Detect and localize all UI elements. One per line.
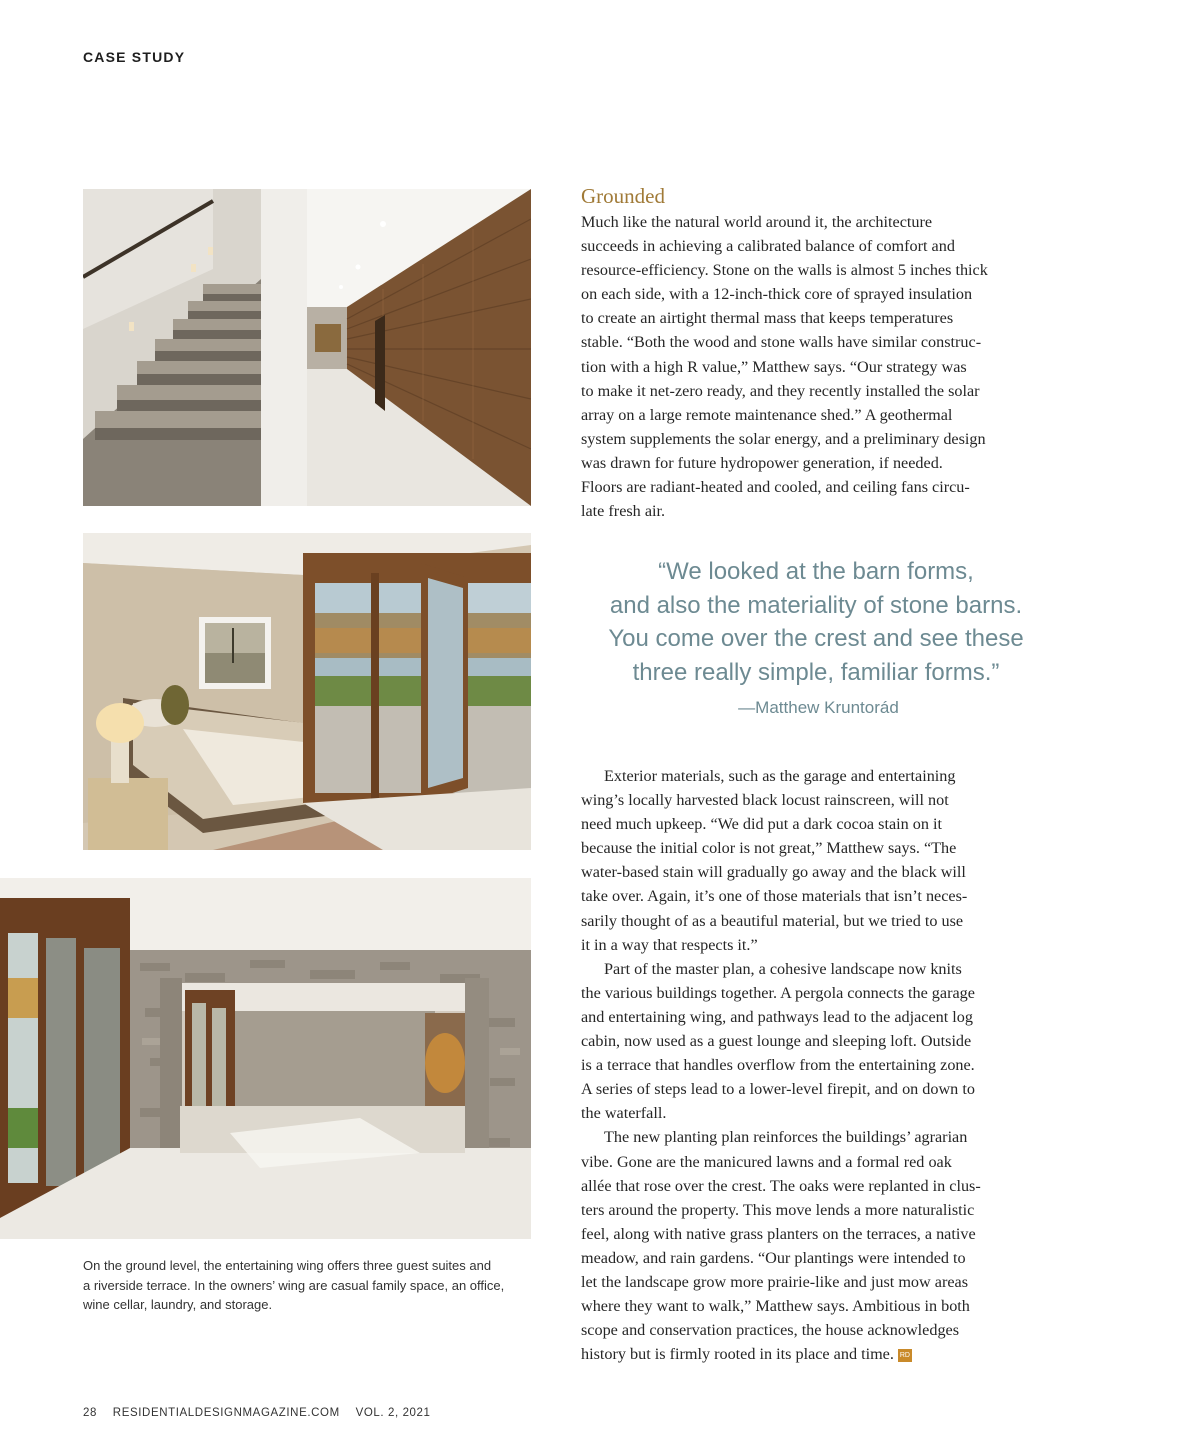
body-line: scope and conservation practices, the house acknowledges (581, 1321, 960, 1340)
body-line: Exterior materials, such as the garage and entertaining (604, 767, 956, 785)
body-line: stable. “Both the wood and stone walls have similar construc- (581, 333, 982, 352)
body-line: late fresh air. (581, 502, 666, 521)
body-line: need much upkeep. “We did put a dark cocoa stain on it (581, 815, 942, 834)
body-line: water-based stain will gradually go away and the black will (581, 863, 966, 882)
footer-issue: VOL. 2, 2021 (355, 1407, 431, 1419)
body-line: ters around the property. This move lends a more naturalistic (581, 1200, 975, 1219)
body-line: and entertaining wing, and pathways lead to the adjacent log (581, 1007, 973, 1026)
body-line: take over. Again, it’s one of those materials that isn’t neces- (581, 887, 968, 906)
body-line: Much like the natural world around it, the architecture (581, 213, 933, 231)
footer-website: RESIDENTIALDESIGNMAGAZINE.COM (112, 1407, 340, 1419)
body-line: Floors are radiant-heated and cooled, and ceiling fans circu- (581, 478, 970, 497)
body-line: wing’s locally harvested black locust rainscreen, will not (581, 791, 949, 810)
body-line: cabin, now used as a guest lounge and sleeping loft. Outside (581, 1032, 972, 1051)
body-line: succeeds in achieving a calibrated balance of comfort and (581, 237, 955, 256)
body-line: is a terrace that handles overflow from the entertaining zone. (581, 1056, 975, 1075)
caption-line: a riverside terrace. In the owners’ wing are casual family space, an office, (83, 1277, 505, 1293)
staircase-hallway-photo (83, 189, 531, 506)
body-line: feel, along with native grass planters on the terraces, a native (581, 1224, 976, 1243)
body-line: was drawn for future hydropower generation, if needed. (581, 453, 943, 472)
pull-quote (581, 555, 1051, 689)
body-line: array on a large remote maintenance shed.” A geothermal (581, 405, 953, 424)
body-line: meadow, and rain gardens. “Our plantings were intended to (581, 1248, 966, 1267)
body-line: let the landscape grow more prairie-like and just mow areas (581, 1272, 969, 1291)
body-line-text: history but is firmly rooted in its place and time. (581, 1345, 894, 1364)
body-line: resource-efficiency. Stone on the walls is almost 5 inches thick (581, 261, 988, 280)
quote-line: You come over the crest and see these (608, 625, 1024, 652)
body-line: where they want to walk,” Matthew says. Ambitious in both (581, 1297, 970, 1316)
body-line (581, 1342, 1051, 1366)
end-mark-icon: RD (898, 1349, 912, 1362)
body-line: it in a way that respects it.” (581, 935, 758, 954)
body-line: sarily thought of as a beautiful material, but we tried to use (581, 911, 964, 930)
body-line: vibe. Gone are the manicured lawns and a formal red oak (581, 1152, 952, 1171)
body-line: The new planting plan reinforces the buildings’ agrarian (604, 1128, 968, 1147)
photo-caption (83, 1256, 533, 1315)
body-line: to make it net-zero ready, and they recently installed the solar (581, 381, 980, 400)
body-line: allée that rose over the crest. The oaks were replanted in clus- (581, 1176, 981, 1195)
caption-line: On the ground level, the entertaining wing offers three guest suites and (83, 1258, 492, 1273)
body-line: on each side, with a 12-inch-thick core of sprayed insulation (581, 285, 973, 304)
main-body (581, 764, 1051, 1366)
body-line: to create an airtight thermal mass that keeps temperatures (581, 309, 954, 328)
caption-line: wine cellar, laundry, and storage. (83, 1297, 273, 1312)
grounded-body (581, 210, 1051, 523)
body-line: because the initial color is not great,” Matthew says. “The (581, 839, 957, 858)
body-line: system supplements the solar energy, and a preliminary design (581, 429, 986, 448)
section-label: CASE STUDY (83, 49, 186, 65)
page-number: 28 (83, 1407, 97, 1419)
page-footer (83, 1407, 443, 1419)
quote-attribution: —Matthew Kruntorád (738, 698, 899, 717)
body-line: the various buildings together. A pergola connects the garage (581, 983, 975, 1002)
quote-line: and also the materiality of stone barns. (609, 591, 1023, 619)
body-line: A series of steps lead to a lower-level firepit, and on down to (581, 1080, 975, 1099)
body-line: tion with a high R value,” Matthew says. “Our strategy was (581, 357, 967, 376)
body-line: Part of the master plan, a cohesive landscape now knits (604, 959, 962, 978)
quote-line: three really simple, familiar forms.” (632, 658, 1000, 686)
quote-line: “We looked at the barn forms, (658, 558, 974, 585)
bedroom-photo (83, 533, 531, 850)
section-heading: Grounded (581, 184, 665, 208)
body-line: the waterfall. (581, 1104, 667, 1123)
entertaining-wing-photo (0, 878, 531, 1239)
